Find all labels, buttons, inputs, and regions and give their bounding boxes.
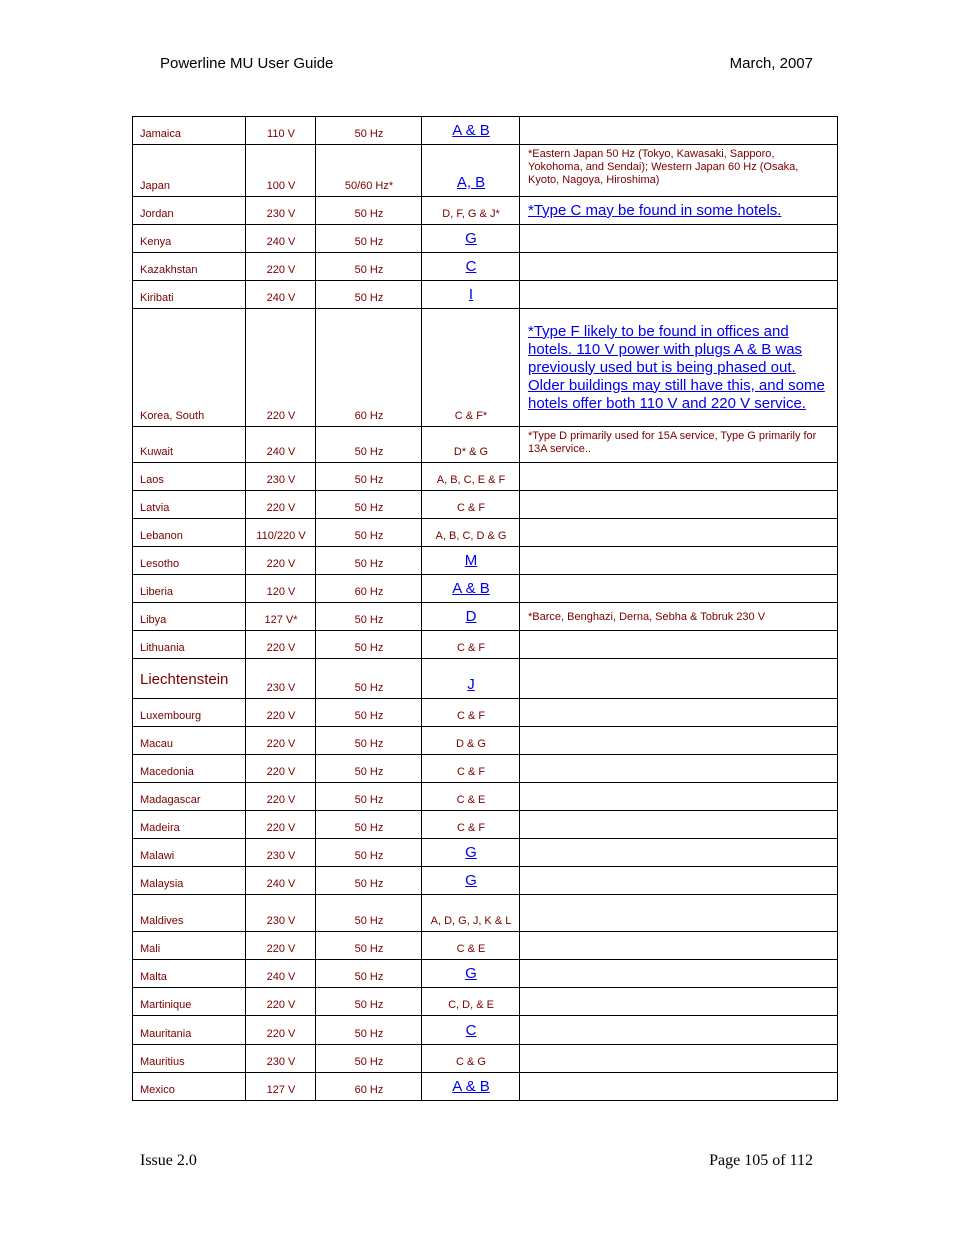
frequency: 50 Hz xyxy=(316,811,422,839)
plug-type-link[interactable]: A & B xyxy=(452,122,490,139)
frequency: 50 Hz xyxy=(316,519,422,547)
notes xyxy=(520,839,838,867)
country-name: Mauritius xyxy=(133,1045,246,1073)
frequency: 50 Hz xyxy=(316,547,422,575)
notes xyxy=(520,117,838,145)
frequency: 50 Hz xyxy=(316,491,422,519)
frequency: 50 Hz xyxy=(316,197,422,225)
table-row xyxy=(133,145,838,197)
country-name: Lebanon xyxy=(133,519,246,547)
table-row xyxy=(133,867,838,895)
table-row xyxy=(133,519,838,547)
notes xyxy=(520,1045,838,1073)
table-row xyxy=(133,463,838,491)
notes xyxy=(520,547,838,575)
country-name: Kuwait xyxy=(133,427,246,463)
note-link[interactable]: *Type C may be found in some hotels. xyxy=(528,201,782,219)
frequency: 50 Hz xyxy=(316,117,422,145)
frequency: 50 Hz xyxy=(316,699,422,727)
plug-type[interactable] xyxy=(422,547,520,575)
frequency: 50 Hz xyxy=(316,281,422,309)
frequency: 50 Hz xyxy=(316,727,422,755)
plug-type[interactable] xyxy=(422,1016,520,1045)
country-name: Malawi xyxy=(133,839,246,867)
plug-type: A, B, C, E & F xyxy=(422,463,520,491)
voltage: 100 V xyxy=(246,145,316,197)
frequency: 50 Hz xyxy=(316,895,422,932)
table-row xyxy=(133,895,838,932)
plug-type-link[interactable]: C xyxy=(465,1022,477,1039)
frequency: 50/60 Hz* xyxy=(316,145,422,197)
voltage: 230 V xyxy=(246,197,316,225)
country-name: Jordan xyxy=(133,197,246,225)
plug-type-link[interactable]: C xyxy=(465,258,477,275)
voltage: 230 V xyxy=(246,895,316,932)
country-name: Mauritania xyxy=(133,1016,246,1045)
notes xyxy=(520,575,838,603)
voltage: 240 V xyxy=(246,867,316,895)
country-name: Laos xyxy=(133,463,246,491)
plug-type: D, F, G & J* xyxy=(422,197,520,225)
table-row xyxy=(133,547,838,575)
country-name: Latvia xyxy=(133,491,246,519)
table-row xyxy=(133,699,838,727)
frequency: 50 Hz xyxy=(316,1045,422,1073)
country-name: Kiribati xyxy=(133,281,246,309)
table-row xyxy=(133,225,838,253)
plug-type-link[interactable]: D xyxy=(465,608,477,625)
country-name: Macedonia xyxy=(133,755,246,783)
table-row xyxy=(133,755,838,783)
notes xyxy=(520,1016,838,1045)
plug-type-link[interactable]: G xyxy=(465,872,477,889)
country-name: Liberia xyxy=(133,575,246,603)
notes xyxy=(520,145,838,197)
voltage: 230 V xyxy=(246,659,316,699)
notes xyxy=(520,988,838,1016)
frequency: 50 Hz xyxy=(316,839,422,867)
plug-type: A, D, G, J, K & L xyxy=(422,895,520,932)
plug-type: C & F xyxy=(422,631,520,659)
voltage: 220 V xyxy=(246,699,316,727)
table-row xyxy=(133,575,838,603)
plug-type[interactable] xyxy=(422,281,520,309)
voltage: 220 V xyxy=(246,547,316,575)
frequency: 50 Hz xyxy=(316,253,422,281)
plug-type[interactable] xyxy=(422,253,520,281)
table-row xyxy=(133,253,838,281)
country-name: Liechtenstein xyxy=(133,659,246,699)
plug-type: C & F* xyxy=(422,309,520,427)
table-row xyxy=(133,491,838,519)
country-power-table xyxy=(132,116,837,1101)
country-name: Mali xyxy=(133,932,246,960)
issue-number: Issue 2.0 xyxy=(140,1152,197,1169)
plug-type[interactable] xyxy=(422,225,520,253)
plug-type[interactable] xyxy=(422,145,520,197)
country-name: Luxembourg xyxy=(133,699,246,727)
document-title: Powerline MU User Guide xyxy=(160,55,334,72)
country-name: Korea, South xyxy=(133,309,246,427)
plug-type-link[interactable]: G xyxy=(465,965,477,982)
notes xyxy=(520,783,838,811)
notes xyxy=(520,491,838,519)
table-row xyxy=(133,811,838,839)
frequency: 50 Hz xyxy=(316,603,422,631)
plug-type[interactable] xyxy=(422,1073,520,1101)
notes xyxy=(520,463,838,491)
plug-type: A, B, C, D & G xyxy=(422,519,520,547)
notes xyxy=(520,253,838,281)
voltage: 230 V xyxy=(246,1045,316,1073)
voltage: 220 V xyxy=(246,783,316,811)
frequency: 50 Hz xyxy=(316,867,422,895)
country-name: Libya xyxy=(133,603,246,631)
voltage: 110/220 V xyxy=(246,519,316,547)
frequency: 50 Hz xyxy=(316,932,422,960)
plug-type[interactable] xyxy=(422,659,520,699)
notes xyxy=(520,727,838,755)
voltage: 220 V xyxy=(246,631,316,659)
frequency: 50 Hz xyxy=(316,755,422,783)
plug-type: C & E xyxy=(422,783,520,811)
frequency: 60 Hz xyxy=(316,309,422,427)
note-text: *Eastern Japan 50 Hz (Tokyo, Kawasaki, Sapporo, Yokohoma, and Sendai); Western Japan 60 Hz (Osaka, Kyoto, Nagoya, Hiroshima) xyxy=(528,148,799,186)
voltage: 127 V xyxy=(246,1073,316,1101)
country-name: Kazakhstan xyxy=(133,253,246,281)
table-row xyxy=(133,783,838,811)
notes xyxy=(520,960,838,988)
table-row xyxy=(133,1016,838,1045)
table-row xyxy=(133,309,838,427)
plug-type-link[interactable]: A & B xyxy=(452,580,490,597)
notes xyxy=(520,867,838,895)
note-text: *Barce, Benghazi, Derna, Sebha & Tobruk 230 V xyxy=(528,611,766,623)
plug-type-link[interactable]: I xyxy=(468,286,474,303)
table-row xyxy=(133,988,838,1016)
document-date: March, 2007 xyxy=(729,55,813,72)
voltage: 220 V xyxy=(246,727,316,755)
plug-type[interactable] xyxy=(422,603,520,631)
notes xyxy=(520,427,838,463)
plug-type: D & G xyxy=(422,727,520,755)
voltage: 220 V xyxy=(246,491,316,519)
notes xyxy=(520,895,838,932)
notes xyxy=(520,1073,838,1101)
plug-type[interactable] xyxy=(422,575,520,603)
voltage: 220 V xyxy=(246,811,316,839)
plug-type-link[interactable]: A & B xyxy=(452,1078,490,1095)
table-row xyxy=(133,1073,838,1101)
plug-type: C & F xyxy=(422,811,520,839)
plug-type[interactable] xyxy=(422,960,520,988)
notes xyxy=(520,659,838,699)
plug-type: C & F xyxy=(422,755,520,783)
frequency: 50 Hz xyxy=(316,1016,422,1045)
voltage: 110 V xyxy=(246,117,316,145)
notes xyxy=(520,519,838,547)
notes xyxy=(520,932,838,960)
country-name: Kenya xyxy=(133,225,246,253)
plug-type: C & E xyxy=(422,932,520,960)
country-name: Martinique xyxy=(133,988,246,1016)
frequency: 50 Hz xyxy=(316,783,422,811)
table-row xyxy=(133,1045,838,1073)
notes xyxy=(520,699,838,727)
country-name: Malaysia xyxy=(133,867,246,895)
notes xyxy=(520,631,838,659)
country-name: Lesotho xyxy=(133,547,246,575)
plug-type-link[interactable]: G xyxy=(465,230,477,247)
note-link[interactable]: *Type F likely to be found in offices and hotels. 110 V power with plugs A & B was previously used but is being phased out. Older buildings may still have this, and some hotels offer both 110 V and 220 V service. xyxy=(528,322,825,412)
plug-type: D* & G xyxy=(422,427,520,463)
voltage: 240 V xyxy=(246,281,316,309)
plug-type[interactable] xyxy=(422,117,520,145)
voltage: 120 V xyxy=(246,575,316,603)
table-row xyxy=(133,603,838,631)
frequency: 50 Hz xyxy=(316,225,422,253)
table-row xyxy=(133,727,838,755)
country-name: Lithuania xyxy=(133,631,246,659)
voltage: 230 V xyxy=(246,839,316,867)
table-row xyxy=(133,659,838,699)
plug-type[interactable] xyxy=(422,839,520,867)
table-row xyxy=(133,960,838,988)
country-name: Japan xyxy=(133,145,246,197)
frequency: 50 Hz xyxy=(316,427,422,463)
frequency: 60 Hz xyxy=(316,575,422,603)
country-name: Macau xyxy=(133,727,246,755)
plug-type-link[interactable]: J xyxy=(467,676,475,693)
frequency: 50 Hz xyxy=(316,988,422,1016)
plug-type-link[interactable]: M xyxy=(464,552,478,569)
voltage: 220 V xyxy=(246,755,316,783)
notes xyxy=(520,811,838,839)
note-text: *Type D primarily used for 15A service, Type G primarily for 13A service.. xyxy=(528,430,817,455)
frequency: 50 Hz xyxy=(316,463,422,491)
table-row xyxy=(133,427,838,463)
table-row xyxy=(133,839,838,867)
voltage: 220 V xyxy=(246,253,316,281)
country-name: Mexico xyxy=(133,1073,246,1101)
voltage: 220 V xyxy=(246,988,316,1016)
voltage: 220 V xyxy=(246,309,316,427)
notes xyxy=(520,603,838,631)
voltage: 240 V xyxy=(246,427,316,463)
plug-type-link[interactable]: A, B xyxy=(456,174,486,191)
voltage: 230 V xyxy=(246,463,316,491)
frequency: 50 Hz xyxy=(316,960,422,988)
country-name: Jamaica xyxy=(133,117,246,145)
notes xyxy=(520,225,838,253)
plug-type: C & F xyxy=(422,491,520,519)
plug-type: C & F xyxy=(422,699,520,727)
table-row xyxy=(133,281,838,309)
notes xyxy=(520,281,838,309)
notes xyxy=(520,755,838,783)
plug-type-link[interactable]: G xyxy=(465,844,477,861)
frequency: 50 Hz xyxy=(316,631,422,659)
voltage: 220 V xyxy=(246,932,316,960)
country-name: Maldives xyxy=(133,895,246,932)
notes[interactable] xyxy=(520,309,838,427)
country-name: Malta xyxy=(133,960,246,988)
page-number: Page 105 of 112 xyxy=(709,1152,813,1169)
frequency: 50 Hz xyxy=(316,659,422,699)
frequency: 60 Hz xyxy=(316,1073,422,1101)
voltage: 220 V xyxy=(246,1016,316,1045)
voltage: 127 V* xyxy=(246,603,316,631)
table-row xyxy=(133,932,838,960)
country-name: Madagascar xyxy=(133,783,246,811)
plug-type[interactable] xyxy=(422,867,520,895)
table-row xyxy=(133,631,838,659)
voltage: 240 V xyxy=(246,225,316,253)
country-name: Madeira xyxy=(133,811,246,839)
voltage: 240 V xyxy=(246,960,316,988)
plug-type: C & G xyxy=(422,1045,520,1073)
notes[interactable] xyxy=(520,197,838,225)
plug-type: C, D, & E xyxy=(422,988,520,1016)
table-row xyxy=(133,117,838,145)
table-row xyxy=(133,197,838,225)
